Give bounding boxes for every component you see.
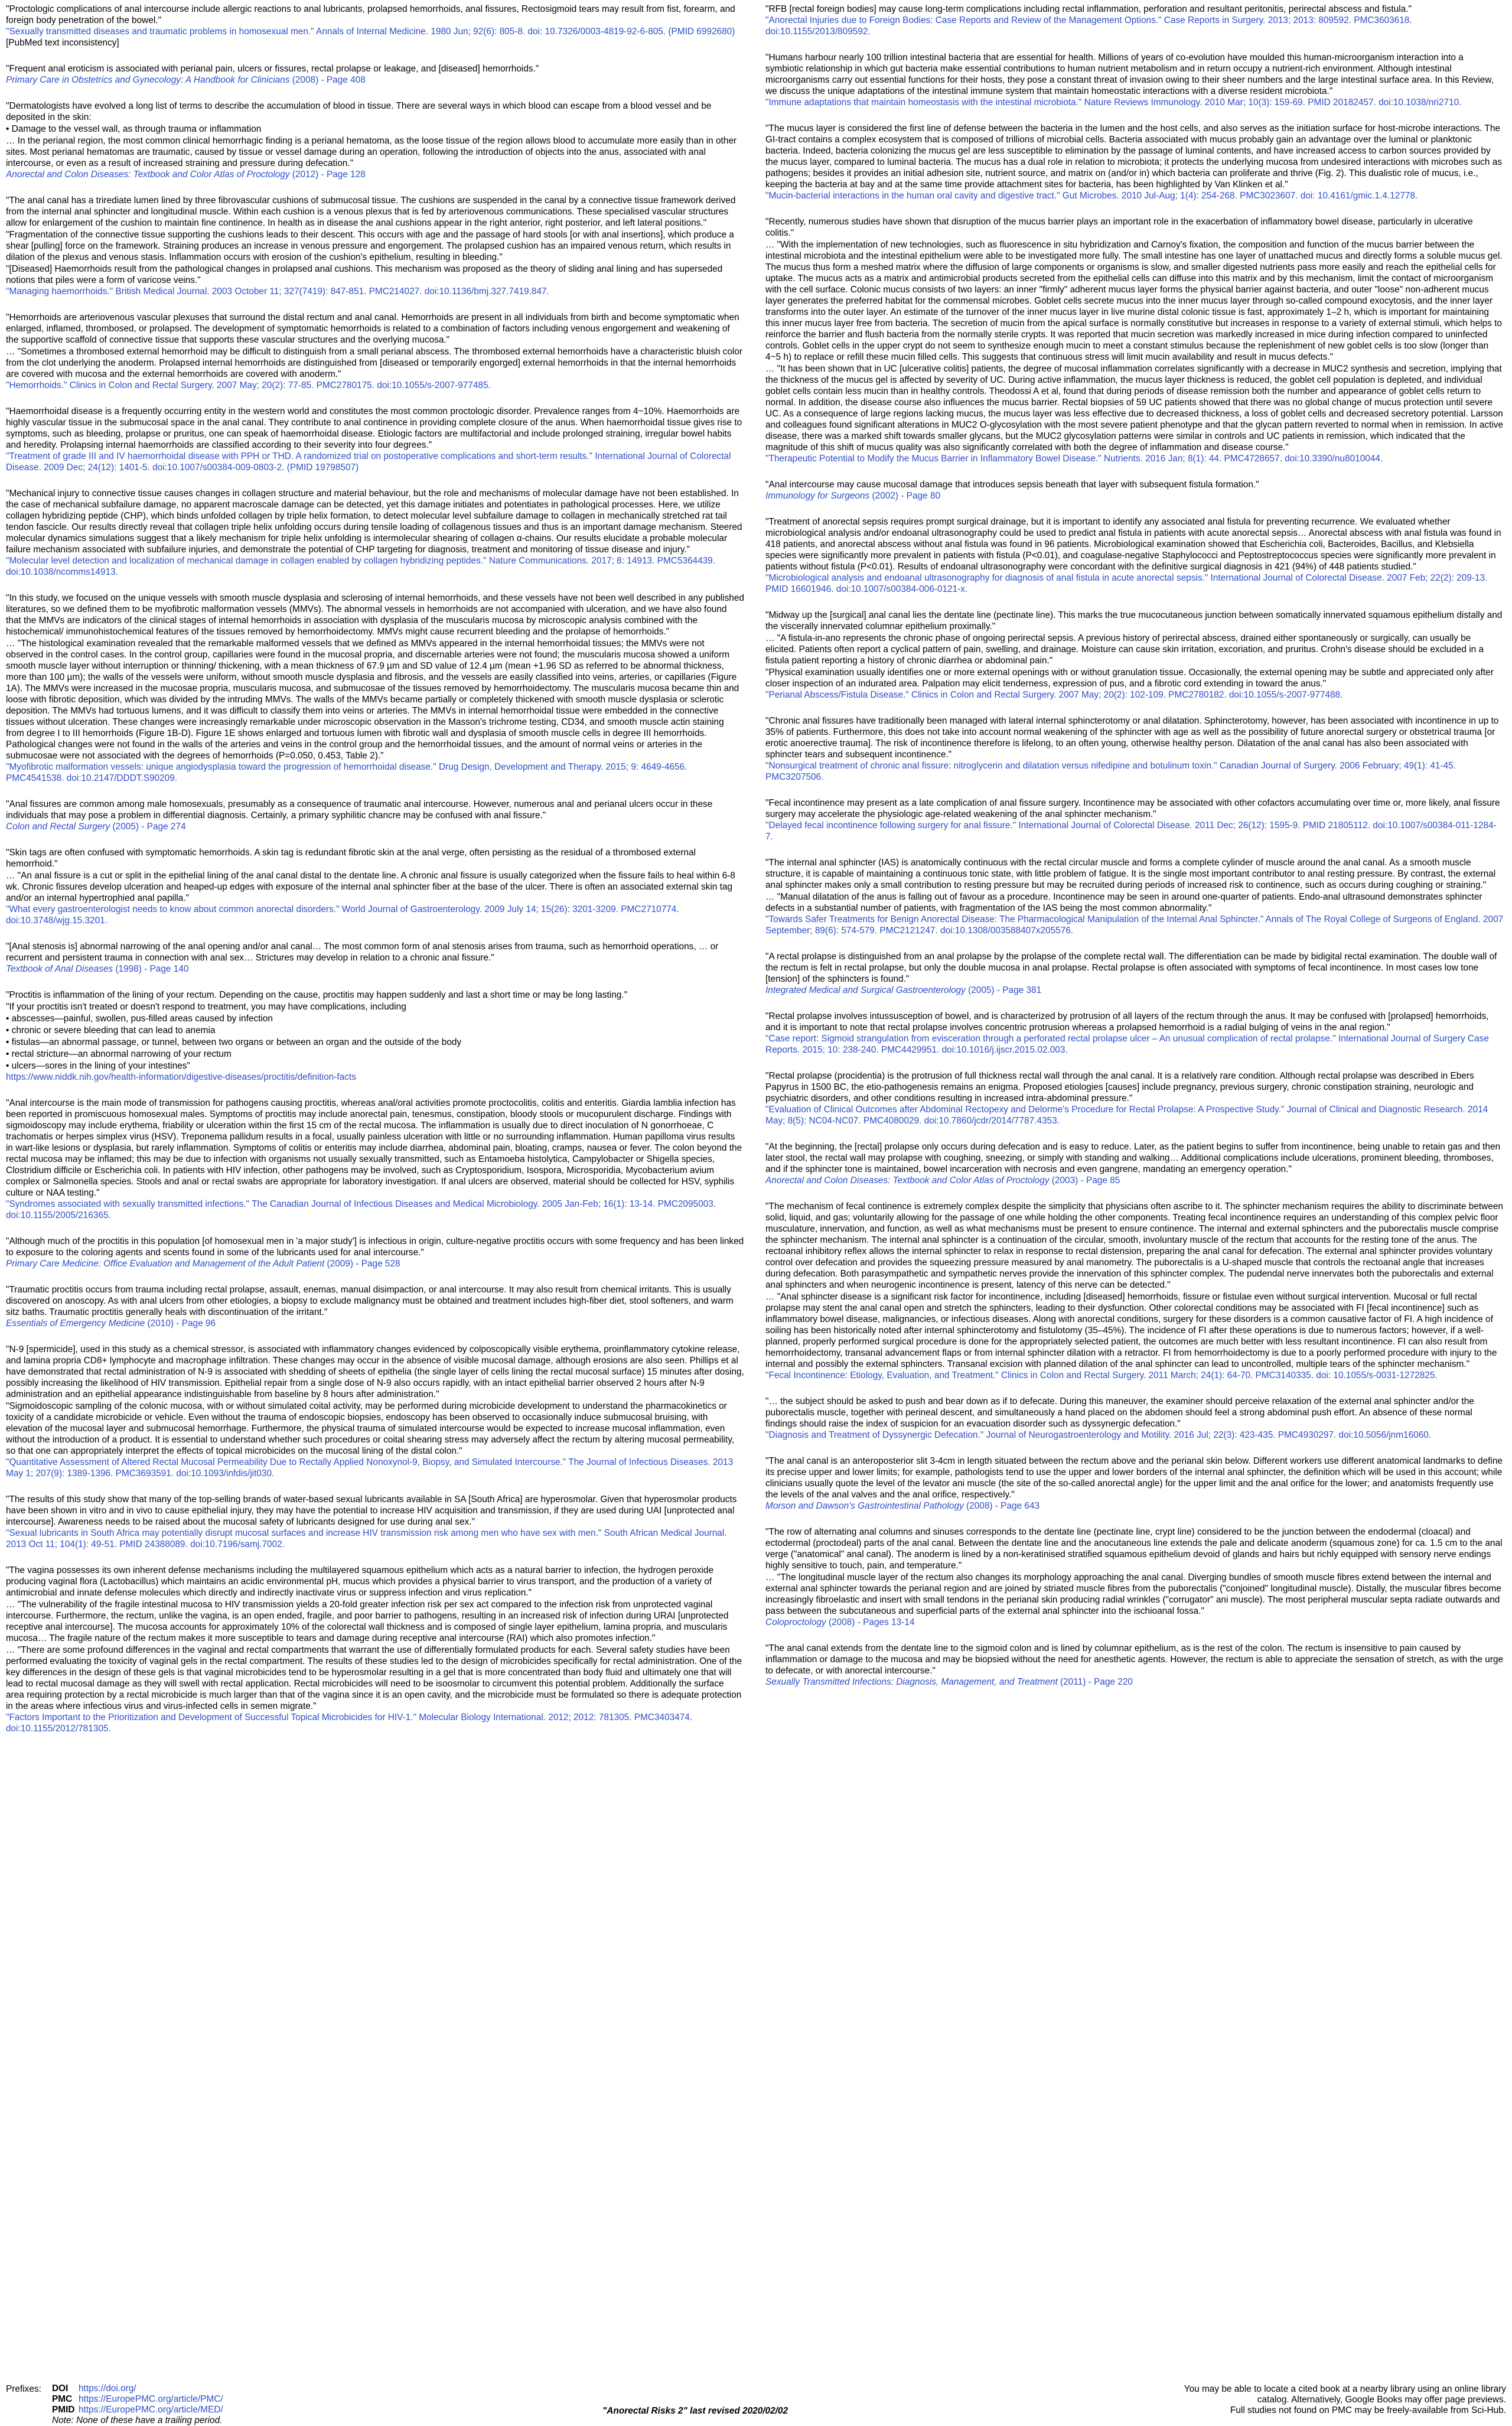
book-page: (2008) - Pages 13-14: [826, 1617, 915, 1627]
citation-text[interactable]: "Immune adaptations that maintain homeostasis with the intestinal microbiota." Nature Reviews Immunology. 2010 Mar; 10(3): 159-69. PMID 20182457. doi:10.1038/nri2710.: [765, 97, 1462, 108]
quote-entry: [765, 1070, 1504, 1126]
quote-paragraph: "N-9 [spermicide], used in this study as a chemical stressor, is associated with inflammatory changes evidenced by colposcopically visible erythema, proinflammatory cytokine release, and lamina propria CD8+ lymphocyte and macrophage infiltration. These changes may occur in the absence of visible mucosal damage, although erosions are also seen. Phillips et al have demonstrated that rectal administration of N-9 is associated with shedding of sheets of epithelia (the single layer of cells lining the rectal mucosal surface) 15 minutes after dosing, possibly increasing the likelihood of HIV transmission. Epithelial repair from a single dose of N-9 also occurs rapidly, with an intact epithelial barrier observed 2 hours after N-9 administration and an epithelial appearance indistinguishable from baseline by 8 hours after administration.": [6, 1344, 744, 1399]
page-footer: [0, 2372, 1512, 2425]
citation-text[interactable]: "Case report: Sigmoid strangulation from evisceration through a perforated rectal prolapse ulcer – An unusual complication of rectal prolapse." International Journal of Surgery Case Reports. 2015; 10: 238-240. PMC4429951. doi:10.1016/j.ijscr.2015.02.003.: [765, 1034, 1489, 1055]
quote-paragraph: … In the perianal region, the most common clinical hemorrhagic finding is a perianal hematoma, as the loose tissue of the region allows blood to accumulate more easily than in other sites. Most perianal hematomas are traumatic, caused by tissue or vessel damage during an operation, following the introduction of objects into the anus, associated with anal intercourse, or even as a result of increased straining and pressure during defecation.": [6, 136, 737, 168]
citation-link[interactable]: [765, 1429, 1504, 1441]
quote-entry: [765, 715, 1504, 783]
book-citation[interactable]: [765, 1500, 1504, 1512]
quote-entry: [6, 1344, 744, 1479]
quote-paragraph: "Fecal incontinence may present as a late complication of anal fissure surgery. Incontinence may be associated with other cofactors accumulating over time or, more likely, anal fissure surgery may accelerate the physiologic age-related weakening of the anal sphincter mechanism.": [765, 798, 1500, 819]
book-page: (2005) - Page 381: [965, 985, 1042, 995]
quote-paragraph: "The anal canal has a trirediate lumen lined by three fibrovascular cushions of submucosal tissue. The cushions are suspended in the canal by a connective tissue framework derived from the internal anal sphincter and longitudinal muscle. Within each cushion is a venous plexus that is fed by arteriovenous communications. These specialised vascular structures allow for enlargement of the cushion to maintain fine continence. In health as in disease the anal cushions appear in the right anterior, right posterior, and left lateral positions.": [6, 196, 736, 228]
quote-paragraph: "Haemorrhoidal disease is a frequently occurring entity in the western world and constitutes the most common proctologic disorder. Prevalence ranges from 4~10%. Haemorrhoids are highly vascular tissue in the submucosal space in the anal canal. They contribute to anal continence in providing complete closure of the anus. When haemorrhoidal tissue gives rise to symptoms, such as bleeding, prolapse or pruritus, one can speak of haemorrhoidal disease. Etiologic factors are multifactorial and include prolonged straining, irregular bowel habits and heredity. Prolapsing internal haemorrhoids are classified according to their severity into four degrees.": [6, 406, 742, 450]
quote-paragraph: "Fragmentation of the connective tissue supporting the cushions leads to their descent. This occurs with age and the passage of hard stools [or with anal insertions], which produce a shear [pulling] force on the framework. Straining produces an increase in venous pressure and engorgement. The prolapsed cushion has an impaired venous return, which results in dilation of the plexus and venous stasis. Inflammation occurs with erosion of the cushion's epithelium, resulting in bleeding.": [6, 230, 734, 262]
book-page: (2002) - Page 80: [869, 491, 941, 501]
quote-entry: [6, 799, 744, 832]
library-note: [1184, 2384, 1506, 2416]
citation-text[interactable]: "Quantitative Assessment of Altered Rectal Mucosal Permeability Due to Rectally Applied Nonoxynol-9, Biopsy, and Simulated Intercourse." The Journal of Infectious Diseases. 2013 May 1; 207(9): 1389-1396. PMC3693591. doi:10.1093/infdis/jit030.: [6, 1457, 734, 1479]
quote-paragraph: "Recently, numerous studies have shown that disruption of the mucus barrier plays an important role in the exacerbation of inflammatory bowel disease, particularly in ulcerative colitis.": [765, 217, 1473, 238]
quote-paragraph: … "It has been shown that in UC [ulcerative colitis] patients, the degree of mucosal inflammation correlates significantly with a decrease in MUC2 synthesis and secretion, implying that the thickness of the mucus gel is affected by severity of UC. During active inflammation, the mucus layer thickness is reduced, the goblet cell population is depleted, and individual goblet cells contain less mucin than in healthy controls. Theodossi A et al, found that during periods of disease remission both the number and appearance of goblet cells return to normal. In addition, the disease course also influences the mucus barrier. Rectal biopsies of 59 UC patients showed that there was no global change of mucus protection until severe UC. As a consequence of large regions lacking mucus, the mucus layer was less effective due to decreased thickness, a loss of goblet cells and decreased secretory potential. Larsson and colleagues found significant alterations in MUC2 O-glycosylation with the most severe patient phenotype and that the glycan pattern reverted to normal when in remission. In active disease, there was a marked shift towards smaller glycans, but the MUC2 glycosylation patterns were similar in controls and UC patients in remission, which indicated that the magnitude of this shift of mucus quality was also significantly correlated with both the degree of inflammation and disease course.": [765, 364, 1504, 452]
quote-entry: [6, 488, 744, 578]
right-column: [765, 4, 1504, 1702]
citation-text[interactable]: "Evaluation of Clinical Outcomes after Abdominal Rectopexy and Delorme's Procedure for Rectal Prolapse: A Prospective Study." Journal of Clinical and Diagnostic Research. 2014 May; 8(5): NC04-NC07. PMC4080029. doi:10.7860/jcdr/2014/7787.4353.: [765, 1105, 1488, 1126]
citation-text[interactable]: "Perianal Abscess/Fistula Disease." Clinics in Colon and Rectal Surgery. 2007 May; 20(2): 102-109. PMC2780182. doi:10.1055/s-2007-977488.: [765, 690, 1343, 700]
citation-note: [PubMed text inconsistency]: [6, 38, 119, 48]
citation-text[interactable]: "Syndromes associated with sexually transmitted infections." The Canadian Journal of Infectious Diseases and Medical Microbiology. 2005 Jan-Feb; 16(1): 13-14. PMC2095003. doi:10.1155/2005/216365.: [6, 1199, 716, 1220]
quote-paragraph: "The row of alternating anal columns and sinuses corresponds to the dentate line (pectinate line, crypt line) considered to be the junction between the endodermal (cloacal) and ectodermal (proctodeal) parts of the anal canal. Between the dentate line and the anocutaneous line extends the pale and delicate anoderm (squamous zone) for ca. 1.5 cm to the anal verge ("anatomical" anal canal). The anoderm is lined by a non-keratinised stratified squamous epithelium devoid of glands and hairs but richly equipped with sensory nerve endings highly sensitive to touch, pain, and temperature.": [765, 1527, 1503, 1571]
citation-link[interactable]: [6, 1712, 744, 1734]
citation-text[interactable]: "Mucin-bacterial interactions in the human oral cavity and digestive tract." Gut Microbes. 2010 Jul-Aug; 1(4): 254-268. PMC3023607. doi: 10.4161/gmic.1.4.12778.: [765, 191, 1418, 201]
quote-entry: [765, 1011, 1504, 1056]
book-title[interactable]: Anorectal and Colon Diseases: Textbook and Color Atlas of Proctology: [765, 1175, 1050, 1186]
book-page: (2010) - Page 96: [145, 1318, 216, 1328]
book-page: (2012) - Page 128: [289, 170, 366, 180]
quote-paragraph: "The anal canal is an anteroposterior slit 3-4cm in length situated between the rectum above and the perianal skin below. Different workers use different anatomical landmarks to define its precise upper and lower limits; for example, pathologists tend to use the upper and lower borders of the internal anal sphincter, the definition which will be used in this account; while clinicians usually quote the level of the levator ani muscle (the site of the so-called anorectal angle) for the upper limit and the anal orifice for the lower; and anatomists frequently use the levels of the anal valves and the anal orifice, respectively.": [765, 1456, 1503, 1500]
citation-link[interactable]: [6, 451, 744, 473]
citation-link[interactable]: [6, 904, 744, 926]
book-page: (2005) - Page 274: [110, 822, 186, 832]
quote-entry: [765, 4, 1504, 37]
quote-entry: [765, 1201, 1504, 1381]
quote-paragraph: … "An anal fissure is a cut or split in the epithelial lining of the anal canal distal to the dentate line. A chronic anal fissure is usually categorized when the fissure fails to heal within 6-8 wk. Chronic fissures develop ulceration and heaped-up edges with exposure of the internal anal sphincter fiber at the base of the ulcer. There is often an associated external skin tag and/or an internal hypertrophied anal papilla.": [6, 871, 735, 903]
quote-paragraph: "… the subject should be asked to push and bear down as if to defecate. During this maneuver, the examiner should perceive relaxation of the external anal sphincter and/or the puborectalis muscle, together with perineal descent, and simultaneously a hand placed on the abdomen should feel a strong abdominal push effort. An absence of these normal findings should raise the index of suspicion for an evacuation disorder such as dyssynergic defecation.": [765, 1396, 1474, 1429]
book-title[interactable]: Primary Care in Obstetrics and Gynecology: A Handbook for Clinicians: [6, 75, 290, 85]
prefix-link[interactable]: https://doi.org/: [79, 2383, 136, 2394]
citation-text[interactable]: "Myofibrotic malformation vessels: unique angiodysplasia toward the progression of hemorrhoidal disease." Drug Design, Development and Therapy. 2015; 9: 4649-4656. PMC4541538. doi:10.2147/DDDT.S90209.: [6, 762, 687, 783]
quote-entry: [765, 479, 1504, 502]
book-title[interactable]: Essentials of Emergency Medicine: [6, 1318, 145, 1328]
book-page: (1998) - Page 140: [113, 964, 189, 974]
quote-paragraph: … "There are some profound differences in the vaginal and rectal compartments that warrant the use of differentially formulated products for each. Several safety studies have been performed evaluating the toxicity of vaginal gels in the rectal compartment. The results of these studies led to the design of microbicides specifically for rectal administration. One of the key differences in the design of these gels is that vaginal microbicides tend to be hyperosmolar resulting in a gel that is more concentrated than body fluid and ultimately one that will lead to rectal mucosal damage as they will swell with rectal application. Rectal microbicides will need to be isoosmolar to circumvent this potential problem. Additionally the surface area requiring protection by a rectal microbicide is much larger than that of the vagina since it is an open cavity, and the microbicide must be formulated so there is adequate protection in the areas where infectious virus and virus-infected cells in semen migrate.": [6, 1645, 742, 1711]
citation-text[interactable]: "Diagnosis and Treatment of Dyssynergic Defecation." Journal of Neurogastroenterology and Motility. 2016 Jul; 22(3): 423-435. PMC4930297. doi:10.5056/jnm16060.: [765, 1430, 1432, 1440]
prefix-link[interactable]: https://EuropePMC.org/article/MED/: [79, 2405, 223, 2415]
quote-paragraph: "Anal intercourse may cause mucosal damage that introduces sepsis beneath that layer with subsequent fistula formation.": [765, 480, 1259, 490]
book-page: (2003) - Page 85: [1049, 1175, 1120, 1186]
quote-paragraph: "The anal canal extends from the dentate line to the sigmoid colon and is lined by columnar epithelium, as is the rest of the colon. The rectum is insensitive to pain caused by inflammation or damage to the mucosa and may be biopsied without the need for anesthetic agents. However, the rectum is able to appreciate the sensation of stretch, as with the urge to defecate, or with anorectal intercourse.": [765, 1643, 1504, 1676]
quote-paragraph: • fistulas—an abnormal passage, or tunnel, between two organs or between an organ and the outside of the body: [6, 1037, 462, 1047]
quote-paragraph: … "With the implementation of new technologies, such as fluorescence in situ hybridization and Carnoy's fixation, the composition and function of the mucus barrier between the intestinal microbiota and the intestinal epithelium were able to be investigated more fully. The small intestine has one layer of unattached mucus and directly forms a soluble mucus gel. The mucus thus form a meshed matrix where the diffusion of large components or organisms is slow, and smaller digested nutrients pass more easily and reach the epithelial cells for uptake. The mucus acts as a matrix and antimicrobial products secreted from the epithelial cells can diffuse into this matrix and by this mechanism, limit the contact of microorganism with the cell surface. Colonic mucus consists of two layers: an inner "firmly" adherent mucus layer forms the physical barrier against bacteria, and outer "loose" non-adherent mucus layer generates the preferred habitat for the commensal microbes. Goblet cells secrete mucus into the inner mucus layer through so-called compound exocytosis, and the inner layer transforms into the outer layer. An estimate of the turnover of the inner mucus layer in live murine distal colonic tissue is fast, approximately 1–2 h, which is important for maintaining this inner mucus layer free from bacteria. The secretion of mucin from the apical surface is normally constitutive but increases in response to a variety of external stimuli, which helps to reinforce the barrier and flush bacteria from the normally sterile crypts. It was reported that mucin secretion was markedly increased in mice during infection compared to uninfected controls. Goblet cells in the upper crypt do not seem to synthesize enough mucin to meet a constant stimulus because the replenishment of new goblet cells is too slow (longer than 4~5 h) to replace or refill these mucin filled cells. This suggests that continuous stress will limit mucin availability and result in mucus defects.": [765, 240, 1503, 362]
quote-entry: [6, 592, 744, 784]
citation-link[interactable]: [6, 1457, 744, 1479]
quote-entry: [765, 797, 1504, 842]
citation-link[interactable]: [6, 380, 744, 391]
book-page: (2008) - Page 643: [963, 1501, 1040, 1511]
citation-link[interactable]: [6, 1072, 744, 1083]
citation-link[interactable]: [765, 1104, 1504, 1126]
quote-paragraph: • abscesses—painful, swollen, pus-filled areas caused by infection: [6, 1014, 273, 1024]
quote-paragraph: "Dermatologists have evolved a long list of terms to describe the accumulation of blood in tissue. There are several ways in which blood can escape from a blood vessel and be deposited in the skin:: [6, 101, 712, 122]
citation-text[interactable]: "Hemorrhoids." Clinics in Colon and Rectal Surgery. 2007 May; 20(2): 77-85. PMC2780175. doi:10.1055/s-2007-977485.: [6, 380, 491, 390]
book-citation[interactable]: [765, 1617, 1504, 1628]
citation-link[interactable]: [765, 97, 1504, 108]
left-column: [6, 4, 744, 1749]
citation-text[interactable]: "Therapeutic Potential to Modify the Mucus Barrier in Inflammatory Bowel Disease." Nutrients. 2016 Jan; 8(1): 44. PMC4728657. doi:10.3390/nu8010044.: [765, 454, 1383, 464]
book-citation[interactable]: [6, 821, 744, 832]
quote-paragraph: "The mechanism of fecal continence is extremely complex despite the simplicity that physicians often ascribe to it. The sphincter mechanism requires the ability to discriminate between solid, liquid, and gas; voluntarily allowing for the passage of one while holding the other components. Treating fecal incontinence requires an understanding of this complex pelvic floor musculature, innervation, and function, as well as what mechanisms must be present to ensure continence. The internal and external sphincters and the puborectalis muscle comprise the sphincter mechanism. The internal anal sphincter is a continuation of the circular, smooth, involuntary muscle of the rectum that accounts for the resting tone of the anus. The rectoanal inhibitory reflex allows the internal sphincter to relax in response to rectal distension, preparing the anal canal for defecation. The external anal sphincter provides voluntary control over defecation and provides the squeezing pressure measured by anal manometry. The puborectalis is a U-shaped muscle that controls the rectoanal angle that increases during defecation. Both parasympathetic and sympathetic nerves provide the innervation of this sphincter complex. The pudendal nerve innervates both the puborectalis and external anal sphincters and when neurogenic incontinence is present, latency of this nerve can be detected.": [765, 1201, 1503, 1290]
quote-entry: [6, 312, 744, 391]
citation-link[interactable]: [765, 1370, 1504, 1381]
citation-link[interactable]: [765, 1033, 1504, 1056]
prefix-key: PMID: [52, 2405, 75, 2415]
quote-entry: [765, 1455, 1504, 1512]
citation-link[interactable]: [765, 572, 1504, 595]
quote-entry: [6, 1494, 744, 1550]
prefix-row: [52, 2405, 223, 2415]
book-citation[interactable]: [6, 1258, 744, 1269]
library-note-line: catalog. Alternatively, Google Books may offer page previews.: [1257, 2395, 1506, 2405]
quote-paragraph: "A rectal prolapse is distinguished from an anal prolapse by the prolapse of the complete rectal wall. The differentiation can be made by bidigital rectal examination. The double wall of the rectum is felt in rectal prolapse, but only the double mucosa in anal prolapse. Rectal prolapse is often associated with symptoms of fecal incontinence. In most cases low tone [tension] of the sphincters is found.": [765, 952, 1497, 984]
quote-entry: [765, 1141, 1504, 1186]
quote-paragraph: "Chronic anal fissures have traditionally been managed with lateral internal sphincterotomy or anal dilatation. Sphincterotomy, however, has been associated with incontinence in up to 35% of patients. Furthermore, this does not take into account normal weakening of the sphincter with age as well as the possibility of future anorectal surgery or obstetrical trauma [or erotic anoerective trauma]. The risk of incontinence therefore is lifelong, to an often young, otherwise healthy person. Dilatation of the anal canal has also been associated with sphincter tears and subsequent incontinence.": [765, 716, 1499, 760]
quote-paragraph: • rectal stricture—an abnormal narrowing of your rectum: [6, 1049, 232, 1059]
citation-link[interactable]: [6, 555, 744, 578]
book-title[interactable]: Colon and Rectal Surgery: [6, 822, 110, 832]
quote-paragraph: "Humans harbour nearly 100 trillion intestinal bacteria that are essential for health. Millions of years of co-evolution have moulded this human-microorganism interaction into a symbiotic relationship in which gut bacteria make essential contributions to human nutrient metabolism and in return occupy a nutrient-rich environment. Although intestinal microorganisms carry out essential functions for their hosts, they pose a constant threat of invasion owing to their sheer numbers and the large intestinal surface area. In this Review, we discuss the unique adaptations of the intestinal immune system that maintain homeostatic interactions with a diverse resident microbiota.": [765, 53, 1494, 96]
library-note-line: Full studies not found on PMC may be freely-available from Sci-Hub.: [1230, 2405, 1506, 2415]
quote-entry: [6, 1565, 744, 1734]
quote-paragraph: "The mucus layer is considered the first line of defense between the bacteria in the lumen and the host cells, and also serves as the initiation surface for host-microbe interactions. The GI-tract contains a complex ecosystem that is composed of trillions of microbial cells. Bacteria associated with mucus probably gain an advantage over the luminal or planktonic bacteria. Indeed, bacteria colonizing the mucus gel are less susceptible to elimination by the passage of luminal contents, and have increased access to carbon sources provided by the mucus layer, compared to luminal bacteria. The mucus has a dual role in relation to microbiota; it protects the underlying mucosa from undesired interactions with microbes such as pathogens; besides it provides an initial adhesion site, nutrient source, and matrix on (and/or in) which bacteria can proliferate and thrive (Fig. 2). This dualistic role of mucus, i.e., keeping the bacteria at bay and at the same time provide attachment sites for bacteria, has been highlighted by Van Klinken et al.": [765, 123, 1502, 190]
quote-paragraph: • Damage to the vessel wall, as through trauma or inflammation: [6, 124, 262, 134]
citation-text[interactable]: "Managing haemorrhoids." British Medical Journal. 2003 October 11; 327(7419): 847-851. PMC214027. doi:10.1136/bmj.327.7419.847.: [6, 286, 549, 297]
book-citation[interactable]: [765, 490, 1504, 502]
book-citation[interactable]: [765, 1175, 1504, 1186]
citation-text[interactable]: "Nonsurgical treatment of chronic anal fissure: nitroglycerin and dilatation versus nifedipine and botulinum toxin." Canadian Journal of Surgery. 2006 February; 49(1): 41-45. PMC3207506.: [765, 761, 1456, 782]
quote-paragraph: … "Manual dilatation of the anus is falling out of favour as a procedure. Incontinence may be seen in around one-quarter of patients. Endo-anal ultrasound demonstrates sphincter defects in a substantial number of patients, with fragmentation of the IAS being the most common abnormality.": [765, 892, 1482, 913]
prefix-row: [52, 2383, 223, 2394]
citation-text[interactable]: "Towards Safer Treatments for Benign Anorectal Disease: The Pharmacological Manipulation of the Internal Anal Sphincter." Annals of The Royal College of Surgeons of England. 2007 September; 89(6): 574-579. PMC2121247. doi:10.1308/003588407x205576.: [765, 914, 1504, 936]
book-title[interactable]: Morson and Dawson's Gastrointestinal Pathology: [765, 1501, 964, 1511]
quote-paragraph: … "Anal sphincter disease is a significant risk factor for incontinence, including [diseased] hemorrhoids, fissure or fistulae even without surgical intervention. Mucosal or full rectal prolapse may stent the anal canal open and stretch the sphincters, leading to their dysfunction. Other colorectal conditions may be associated with FI [fecal incontinence] such as inflammatory bowel disease, malignancies, or infectious diseases. Along with anorectal conditions, surgery for these disorders is a common causative factor of FI. A high incidence of soiling has been historically noted after internal sphincterotomy and fistulotomy (35–45%). The incidence of FI after these operations is due to numerous factors; however, if a well-planned, properly performed surgical procedure is done for the appropriately selected patient, the outcomes are much better with less resultant incontinence. FI can also result from hemorrhoidectomy, transanal advancement flaps or from internal sphincter dilation with a retractor. FI from hemorrhoidectomy is due to a poorly performed procedure with injury to the internal and possibly the external sphincters. Transanal excision with planned dilation of the anal sphincter can lead to uncontrolled, multiple tears of the sphincter mechanism.": [765, 1292, 1497, 1369]
citation-text[interactable]: "Molecular level detection and localization of mechanical damage in collagen enabled by collagen hybridizing peptides." Nature Communications. 2017; 8: 14913. PMC5364439. doi:10.1038/ncomms14913.: [6, 556, 716, 577]
quote-entry: [6, 100, 744, 180]
citation-text[interactable]: "Microbiological analysis and endoanal ultrasonography for diagnosis of anal fistula in acute anorectal sepsis." International Journal of Colorectal Disease. 2007 Feb; 22(2): 209-13. PMID 16601946. doi:10.1007/s00384-006-0121-x.: [765, 573, 1488, 594]
quote-paragraph: "Sigmoidoscopic sampling of the colonic mucosa, with or without simulated coital activity, may be performed during microbicide development to understand the pharmacokinetics or toxicity of a candidate microbicide or vehicle. Even without the trauma of endoscopic biopsies, endoscopy has been observed to occasionally induce submucosal bruising, with elevation of the mucosal layer and submucosal hemorrhage. Furthermore, the physical trauma of simulated intercourse would be expected to increase mucosal inflammation, even without the introduction of a product. It is essential to understand whether such procedures or coital shearing stress may adversely affect the rectum by altering mucosal permeability, so that one can appropriately interpret the effects of topical microbicides on the mucosal lining of the distal colon.": [6, 1401, 735, 1456]
citation-link[interactable]: [765, 190, 1504, 201]
quote-entry: [6, 4, 744, 48]
quote-paragraph: "The vagina possesses its own inherent defense mechanisms including the multilayered squamous epithelium which acts as a natural barrier to infection, the hydrogen peroxide producing vaginal flora (Lactobacillus) which maintains an acidic environmental pH, mucus which provides a physical barrier to virus transport, and the production of a variety of antimicrobial and innate defense molecules which directly and indirectly inactivate virus or suppress infection and virus replication.": [6, 1565, 714, 1598]
citation-link[interactable]: [6, 1528, 744, 1550]
citation-text[interactable]: "Sexual lubricants in South Africa may potentially disrupt mucosal surfaces and increase HIV transmission risk among men who have sex with men." South African Medical Journal. 2013 Oct 11; 104(1): 49-51. PMID 24388089. doi:10.7196/samj.7002.: [6, 1528, 727, 1549]
book-citation[interactable]: [765, 1676, 1504, 1688]
book-citation[interactable]: [6, 74, 744, 86]
quote-paragraph: "Physical examination usually identifies one or more external openings with or without granulation tissue. Occasionally, the external opening may be subtle and appreciated only after closer inspection of an indurated area. Palpation may elicit tenderness, expression of pus, and a fibrotic cord extending in toward the anus.": [765, 667, 1494, 689]
citation-text[interactable]: "Factors Important to the Prioritization and Development of Successful Topical Microbicides for HIV-1." Molecular Biology International. 2012; 2012: 781305. PMC3403474. doi:10.1155/2012/781305.: [6, 1712, 693, 1734]
quote-paragraph: "Anal intercourse is the main mode of transmission for pathogens causing proctitis, whereas anal/oral activities promote proctocolitis, colitis and enteritis. Giardia lamblia infection has been reported in promiscuous homosexual males. Symptoms of proctitis may include anorectal pain, tenesmus, constipation, bloody stools or mucopurulent discharge. Findings with sigmoidoscopy may include erythema, friability or ulceration within the first 15 cm of the rectal mucosa. The inflammation is usually due to direct inoculation of N gonorrhoeae, C trachomatis or herpes simplex virus (HSV). Treponema pallidum results in a focal, usually painless ulceration with little or no surrounding inflammation. Human papilloma virus results in wart-like lesions or dysplasia, but rarely inflammation. Symptoms of colitis or enteritis may include diarrhea, abdominal pain, bloating, cramps, nausea or fever. The colon beyond the rectal mucosa may be inflamed; this may be due to infection with organisms not usually sexually transmitted, such as Entamoeba histolytica, Campylobacter or Shigella species, Clostridium difficile or Escherichia coli. In patients with HIV infection, other pathogens may be involved, such as Cryptosporidium, Isospora, Microsporidia, Mycobacterium avium complex or Salmonella species. Stools and anal or rectal swabs are appropriate for laboratory investigation. If anal ulcers are observed, material should be collected for HSV, syphilis culture or NAA testing.": [6, 1098, 742, 1198]
book-title[interactable]: Sexually Transmitted Infections: Diagnosis, Management, and Treatment: [765, 1677, 1058, 1687]
quote-entry: [6, 989, 744, 1083]
citation-text[interactable]: "Anorectal Injuries due to Foreign Bodies: Case Reports and Review of the Management Options." Case Reports in Surgery. 2013; 2013: 809592. PMC3603618. doi:10.1155/2013/809592.: [765, 15, 1412, 37]
quote-entry: [6, 1236, 744, 1269]
citation-link[interactable]: [6, 26, 744, 48]
quote-entry: [765, 516, 1504, 595]
quote-entry: [6, 941, 744, 975]
quote-entry: [765, 951, 1504, 996]
citation-link[interactable]: [6, 286, 744, 297]
quote-paragraph: "Proctitis is inflammation of the lining of your rectum. Depending on the cause, proctitis may happen suddenly and last a short time or may be long lasting.": [6, 990, 628, 1000]
quote-paragraph: "Frequent anal eroticism is associated with perianal pain, ulcers or fissures, rectal prolapse or leakage, and [diseased] hemorrhoids.": [6, 64, 539, 74]
book-title[interactable]: Immunology for Surgeons: [765, 491, 870, 501]
citation-link[interactable]: [6, 1199, 744, 1221]
quote-paragraph: … "The longitudinal muscle layer of the rectum also changes its morphology approaching the anal canal. Diverging bundles of smooth muscle fibres extend between the internal and external anal sphincter towards the perianal region and are joined by striated muscle fibres from the puborectalis ("conjoined" longitudinal muscle). Distally, the muscular fibres become increasingly fibroelastic and insert with small tendons in the perianal skin producing radial wrinkles ("corrugator" ani muscle). The most peripheral muscular septa radiate outwards and pass between the subcutaneous and superficial parts of the external anal sphincter into the ischioanal fossa.": [765, 1572, 1501, 1616]
quote-paragraph: "Treatment of anorectal sepsis requires prompt surgical drainage, but it is important to identify any associated anal fistula for preventing recurrence. We evaluated whether microbiological analysis and/or endoanal ultrasonography could be used to predict anal fistula in patients with acute anorectal sepsis… Anorectal abscess with anal fistula was found in 418 patients, and anorectal abscess without anal fistula was found in 96 patients. Microbiological examination showed that Escherichia coli, Bacteroides, Bacillus, and Klebsiella species were significantly more prevalent in patients with fistula (P<0.01), and coagulase-negative Staphylococci and Peptostreptococcus species were significantly more prevalent in patients without fistula (P<0.01). Results of endoanal ultrasonography were concordant with the definitive surgical diagnosis in 421 (94%) of 448 patients studied.": [765, 517, 1501, 572]
quote-paragraph: "[Diseased] Haemorrhoids result from the pathological changes in prolapsed anal cushions. This mechanism was proposed as the theory of sliding anal lining and has superseded notions that piles were a form of varicose veins.": [6, 264, 723, 285]
book-citation[interactable]: [6, 1318, 744, 1329]
quote-paragraph: "If your proctitis isn't treated or doesn't respond to treatment, you may have complications, including: [6, 1002, 406, 1012]
quote-entry: [6, 63, 744, 86]
book-title[interactable]: Integrated Medical and Surgical Gastroenterology: [765, 985, 966, 995]
quote-paragraph: "RFB [rectal foreign bodies] may cause long-term complications including rectal inflammation, perforation and resultant peritonitis, perirectal abscess and fistula.": [765, 4, 1412, 14]
prefix-key: PMC: [52, 2394, 73, 2404]
citation-link[interactable]: [765, 453, 1504, 464]
quote-paragraph: "The internal anal sphincter (IAS) is anatomically continuous with the rectal circular muscle and forms a complete cylinder of muscle around the anal canal. As a smooth muscle structure, it is capable of maintaining a continuous tonic state, with little problem of fatigue. It is the single most important contributor to anal resting pressure. By contrast, the external anal sphincter makes only a small contribution to resting pressure but may be recruited during periods of increased risk to continence, such as occurs during coughing or straining.": [765, 858, 1496, 890]
book-title[interactable]: Primary Care Medicine: Office Evaluation and Management of the Adult Patient: [6, 1259, 325, 1269]
quote-paragraph: "Rectal prolapse (procidentia) is the protrusion of full thickness rectal wall through the anal canal. It is a relatively rare condition. Although rectal prolapse was described in Ebers Papyrus in 1500 BC, the etio-pathogenesis remains an enigma. Proposed etiologies [causes] include pregnancy, previous surgery, chronic constipation straining, neurologic and psychiatric disorders, and other conditions resulting in increased intra-abdominal pressure.": [765, 1071, 1474, 1103]
book-title[interactable]: Coloproctology: [765, 1617, 826, 1627]
quote-paragraph: "Anal fissures are common among male homosexuals, presumably as a consequence of traumatic anal intercourse. However, numerous anal and perianal ulcers occur in these individuals that may pose a problem in differential diagnosis. Certainly, a primary syphilitic chancre may be confused with anal fissure.": [6, 799, 713, 820]
citation-link[interactable]: [765, 15, 1504, 37]
quote-paragraph: "At the beginning, the [rectal] prolapse only occurs during defecation and is easy to reduce. Later, as the patient begins to suffer from incontinence, being unable to retain gas and then later stool, the rectal wall may prolapse with coughing, sneezing, or simply with standing and walking… Additional complications include ulcerations, prominent bleeding, thromboses, and if the sphincter tone is maintained, bowel incarceration with necrosis and even gangrene, mandating an emergency operation.": [765, 1142, 1501, 1174]
quote-entry: [6, 1284, 744, 1329]
citation-text[interactable]: "What every gastroenterologist needs to know about common anorectal disorders." World Journal of Gastroenterology. 2009 July 14; 15(26): 3201-3209. PMC2710774. doi:10.3748/wjg.15.3201.: [6, 904, 679, 926]
quote-paragraph: … "A fistula-in-ano represents the chronic phase of ongoing perirectal sepsis. A previous history of perirectal abscess, drained either spontaneously or surgically, can usually be elicited. Patients often report a cyclical pattern of pain, swelling, and drainage. Moisture can cause skin irritation, excoriation, and pruritus. Crohn's disease should be excluded in a fistula patient reporting a history of chronic diarrhea or abdominal pain.": [765, 633, 1484, 666]
quote-paragraph: "Rectal prolapse involves intussusception of bowel, and is characterized by protrusion of all layers of the rectum through the anus. It may be confused with [prolapsed] hemorrhoids, and it is important to note that rectal prolapse involves concentric protrusion whereas a prolapsed hemorrhoid is a radial bulging of veins in the anal region.": [765, 1011, 1489, 1033]
book-page: (2011) - Page 220: [1057, 1677, 1133, 1687]
prefixes-label: Prefixes:: [6, 2384, 41, 2394]
quote-paragraph: "Proctologic complications of anal intercourse include allergic reactions to anal lubricants, prolapsed hemorrhoids, anal fissures, Rectosigmoid tears may result from fist, forearm, and foreign body penetration of the bowel.": [6, 4, 735, 25]
quote-entry: [765, 857, 1504, 936]
prefixes-list: [52, 2383, 223, 2426]
quote-paragraph: … "The vulnerability of the fragile intestinal mucosa to HIV transmission yields a 20-fold greater infection risk per sex act compared to the infection risk from unprotected vaginal intercourse. Furthermore, the rectum, unlike the vagina, is an open ended, fragile, and poor barrier to pathogens, resulting in an increased risk of infection during URAI [unprotected receptive anal intercourse]. The mucosa accounts for approximately 10% of the colorectal wall thickness and is composed of single layer epithelium, lamina propria, and muscularis mucosa… The fragile nature of the rectum makes it more susceptible to tears and damage during receptive anal intercourse (RAI) which also promotes infection.": [6, 1600, 729, 1643]
quote-entry: [765, 1643, 1504, 1688]
revision-notice: "Anorectal Risks 2" last revised 2020/02/02: [602, 2406, 788, 2416]
citation-text[interactable]: "Fecal Incontinence: Etiology, Evaluation, and Treatment." Clinics in Colon and Rectal Surgery. 2011 March; 24(1): 64-70. PMC3140335. doi: 10.1055/s-0031-1272825.: [765, 1370, 1438, 1380]
citation-text[interactable]: "Treatment of grade III and IV haemorrhoidal disease with PPH or THD. A randomized trial on postoperative complications and short-term results." International Journal of Colorectal Disease. 2009 Dec; 24(12): 1401-5. doi:10.1007/s00384-009-0803-2. (PMID 19798507): [6, 451, 731, 473]
quote-paragraph: "Although much of the proctitis in this population [of homosexual men in 'a major study'] is infectious in origin, culture-negative proctitis occurs with some frequency and has been linked to exposure to the coloring agents and scents found in some of the lubricants used for anal intercourse.": [6, 1236, 744, 1258]
prefix-row: [52, 2394, 223, 2405]
quote-entry: [765, 52, 1504, 108]
library-note-line: You may be able to locate a cited book at a nearby library using an online library: [1184, 2384, 1506, 2394]
quote-entry: [6, 406, 744, 473]
quote-entry: [6, 847, 744, 926]
quote-paragraph: "Hemorrhoids are arteriovenous vascular plexuses that surround the distal rectum and anal canal. Hemorrhoids are present in all individuals from birth and become symptomatic when enlarged, inflamed, thrombosed, or prolapsed. The development of symptomatic hemorrhoids is related to a combination of factors including venous engorgement and weakening of the supportive scaffold of connective tissue that supports these vascular structures and the overlying mucosa.": [6, 312, 739, 345]
book-page: (2008) - Page 408: [289, 75, 366, 85]
quote-paragraph: "[Anal stenosis is] abnormal narrowing of the anal opening and/or anal canal… The most common form of anal stenosis arises from trauma, such as hemorrhoid operations, … or recurrent and persistent trauma in connection with anal sex… Strictures may develop in relation to a chronic anal fissure.": [6, 942, 719, 963]
citation-text[interactable]: https://www.niddk.nih.gov/health-information/digestive-diseases/proctitis/definition-facts: [6, 1072, 356, 1082]
quote-paragraph: … "Sometimes a thrombosed external hemorrhoid may be difficult to distinguish from a small perianal abscess. The thrombosed external hemorrhoids have a characteristic bluish color from the clot underlying the anoderm. Prolapsed internal hemorrhoids are distinguished from [diseased or temporarily engorged] external hemorrhoids in that the internal hemorrhoids are covered with mucosa and the external hemorrhoids are covered with anoderm.": [6, 347, 742, 379]
quote-paragraph: … "The histological examination revealed that the remarkable malformed vessels that we defined as MMVs appeared in the internal hemorrhoidal tissues; the MMVs were not observed in the control cases. In the control group, capillaries were found in the mucosal propria, and discernable arteries were not found; the muscularis mucosa showed a uniform smooth muscle layer without interruption or thinning/ thickening, with a mean thickness of 67.9 µm and SD value of 12.4 µm (mean +1.96 SD as referred to be abnormal thickness, more than 100 µm); the walls of the vessels were uniform, without smooth muscle dysplasia and fibrosis, and the vessels are easily classified into veins, arteries, or capillaries (Figure 1A). The MMVs were increased in the mucosae propria, muscularis mucosa, and submucosae of the tissues removed by hemorrhoidectomy. The muscularis mucosa became thin and loose with fibrotic deposition, which was divided by the intruding MMVs. The walls of the MMVs became partially or completely thickened with smooth muscle dysplasia or sclerotic deposition. The MMVs had tortuous lumens, and it was difficult to classify them into veins or arteries. The MMVs in internal hemorrhoidal tissue were embedded in the connective tissues without ulceration. These changes were increasingly remarkable under microscopic observation in the Masson's trichrome testing, CD34, and smooth muscle actin staining from degree I to III hemorrhoids (Figure 1B-D). Figure 1E shows enlarged and tortuous lumen with fibrotic wall and dysplasia of smooth muscle cells in degree III hemorrhoids. Pathological changes were not found in the walls of the arteries and veins in the control group and the hemorrhoidal tissues, and the amount of normal veins or arteries in the submucosae were not associated with the degrees of hemorrhoids (P=0.050, 0.453, Table 2).": [6, 639, 739, 761]
prefix-key: DOI: [52, 2383, 69, 2394]
quote-entry: [6, 195, 744, 297]
quote-paragraph: "Traumatic proctitis occurs from trauma including rectal prolapse, assault, enemas, manual disimpaction, or anal intercourse. It may also result from chemical irritants. This is usually discovered on anoscopy. As with anal ulcers from other etiologies, a biopsy to exclude malignancy must be obtained and treatment includes high-fiber diet, stool softeners, and warm sitz baths. Traumatic proctitis generally heals with discontinuation of the irritant.": [6, 1285, 734, 1317]
quote-entry: [765, 610, 1504, 701]
citation-link[interactable]: [765, 689, 1504, 701]
quote-entry: [765, 1396, 1504, 1441]
book-title[interactable]: Anorectal and Colon Diseases: Textbook and Color Atlas of Proctology: [6, 170, 290, 180]
quote-paragraph: "Midway up the [surgical] anal canal lies the dentate line (pectinate line). This marks the true mucocutaneous junction between somatically innervated squamous epithelium distally and the viscerally innervated columnar epithelium proximally.": [765, 610, 1503, 631]
prefix-link[interactable]: https://EuropePMC.org/article/PMC/: [79, 2394, 223, 2404]
book-citation[interactable]: [6, 169, 744, 180]
book-citation[interactable]: [6, 963, 744, 975]
quote-paragraph: "Skin tags are often confused with symptomatic hemorrhoids. A skin tag is redundant fibrotic skin at the anal verge, often persisting as the residual of a thrombosed external hemorrhoid.": [6, 848, 696, 869]
quote-entry: [765, 1526, 1504, 1628]
citation-link[interactable]: [6, 761, 744, 784]
citation-link[interactable]: [765, 820, 1504, 842]
quote-entry: [6, 1098, 744, 1221]
citation-text[interactable]: "Sexually transmitted diseases and traumatic problems in homosexual men." Annals of Internal Medicine. 1980 Jun; 92(6): 805-8. doi: 10.7326/0003-4819-92-6-805. (PMID 6992680): [6, 27, 735, 37]
quote-entry: [765, 123, 1504, 201]
quote-paragraph: "Mechanical injury to connective tissue causes changes in collagen structure and material behaviour, but the role and mechanisms of molecular damage have not been established. In the case of mechanical subfailure damage, no apparent macroscale damage can be detected, yet this damage initiates and potentiates in pathological processes. Here, we utilize collagen hybridizing peptide (CHP), which binds unfolded collagen by triple helix formation, to detect molecular level subfailure damage to collagen in mechanically stretched rat tail tendon fascicle. Our results directly reveal that collagen triple helix unfolding occurs during tensile loading of collagenous tissues and thus is an important damage mechanism. Steered molecular dynamics simulations suggest that a likely mechanism for triple helix unfolding is intermolecular shearing of collagen α-chains. Our results elucidate a probable molecular failure mechanism associated with subfailure injuries, and demonstrate the potential of CHP targeting for diagnosis, treatment and monitoring of tissue disease and injury.": [6, 489, 742, 555]
citation-link[interactable]: [765, 760, 1504, 783]
book-page: (2009) - Page 528: [324, 1259, 400, 1269]
prefix-note: Note: None of these have a trailing period.: [52, 2415, 223, 2425]
quote-paragraph: "The results of this study show that many of the top-selling brands of water-based sexual lubricants available in SA [South Africa] are hyperosmolar. Given that hyperosmolar products have been shown in vitro and in vivo to cause epithelial injury, they may have the potential to increase HIV acquisition and transmission, if they are used during UAI [unprotected anal intercourse]. Awareness needs to be raised about the mucosal safety of lubricants designed for use during anal sex.": [6, 1494, 737, 1527]
quote-paragraph: • chronic or severe bleeding that can lead to anemia: [6, 1025, 216, 1035]
citation-text[interactable]: "Delayed fecal incontinence following surgery for anal fissure." International Journal of Colorectal Disease. 2011 Dec; 26(12): 1595-9. PMID 21805112. doi:10.1007/s00384-011-1284-7.: [765, 820, 1497, 842]
book-title[interactable]: Textbook of Anal Diseases: [6, 964, 113, 974]
quote-paragraph: "In this study, we focused on the unique vessels with smooth muscle dysplasia and sclerosing of internal hemorrhoids, and these vessels have not been well described in any published literatures, so we defined them to be myofibrotic malformation vessels (MMVs). The abnormal vessels in hemorrhoids are not accompanied with ulceration, and we have also found that the MMVs are indicators of the clinical stages of internal hemorrhoids in association with dysplasia of the muscularis mucosa by microscopic analysis combined with the histochemical/ immunohistochemical features of the tissues removed by hemorrhoidectomy. MMVs might cause recurrent bleeding and the prolapse of hemorrhoids.": [6, 593, 744, 637]
quote-entry: [765, 216, 1504, 464]
citation-link[interactable]: [765, 914, 1504, 936]
quote-paragraph: • ulcers—sores in the lining of your intestines": [6, 1061, 190, 1071]
book-citation[interactable]: [765, 985, 1504, 996]
